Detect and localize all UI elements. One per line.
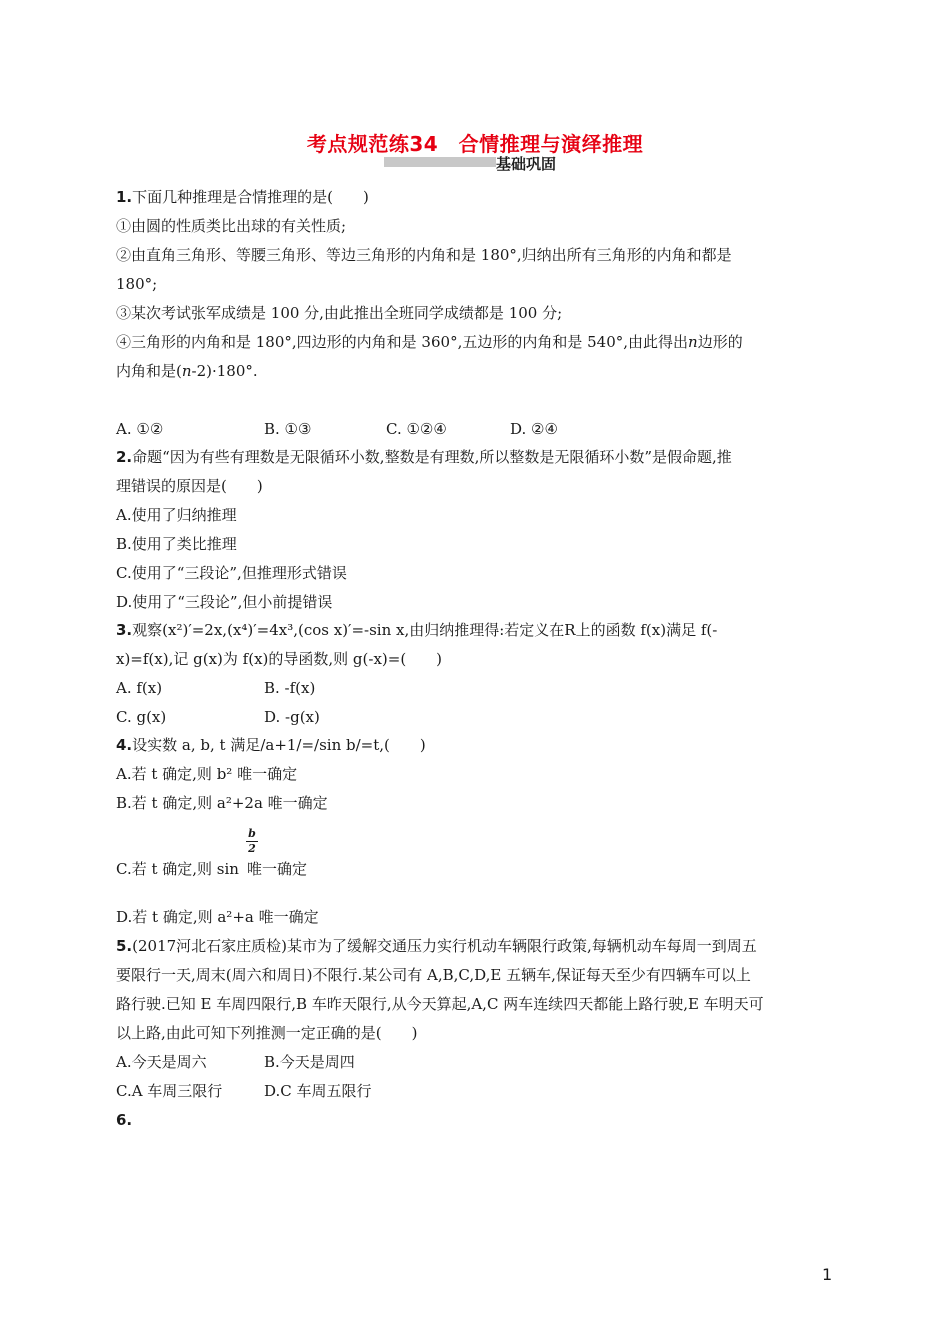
q1-s4-n: n xyxy=(688,333,698,351)
q1-statement-1: ①由圆的性质类比出球的有关性质; xyxy=(116,217,347,235)
q1-s5-post: -2)·180°. xyxy=(191,362,258,380)
q1-s5-pre: 内角和是( xyxy=(116,362,182,380)
q4-number: 4. xyxy=(116,736,133,754)
q4-stem xyxy=(116,735,426,755)
q4-c-pre: C.若 t 确定,则 sin xyxy=(116,860,239,878)
q1-s4-text: ④三角形的内角和是 180°,四边形的内角和是 360°,五边形的内角和是 540°,由此得出 xyxy=(116,333,689,351)
q5-line-4: 以上路,由此可知下列推测一定正确的是( ) xyxy=(116,1024,418,1042)
q1-option-a: A. ①② xyxy=(116,420,164,438)
q2-option-d: D.使用了“三段论”,但小前提错误 xyxy=(116,593,333,611)
q1-statement-4 xyxy=(116,332,743,352)
fraction-numerator: b xyxy=(248,827,256,840)
q4-stem-text: 设实数 a, b, t 满足/a+1/=/sin b/=t,( ) xyxy=(132,736,426,754)
q1-option-b: B. ①③ xyxy=(264,420,312,438)
q1-s5-n: n xyxy=(181,362,192,380)
q5-line-3: 路行驶.已知 E 车周四限行,B 车昨天限行,从今天算起,A,C 两车连续四天都能上路行驶,E 车明天可 xyxy=(116,995,764,1013)
q2-stem xyxy=(116,447,732,467)
q4-option-c xyxy=(116,859,307,879)
q4-c-post: 唯一确定 xyxy=(246,860,307,878)
q4-option-d: D.若 t 确定,则 a²+a 唯一确定 xyxy=(116,908,319,926)
q2-number: 2. xyxy=(116,448,133,466)
q5-line-1: (2017河北石家庄质检)某市为了缓解交通压力实行机动车辆限行政策,每辆机动车每周一到周五 xyxy=(132,937,757,955)
q5-option-c: C.A 车周三限行 xyxy=(116,1082,223,1100)
q3-option-c: C. g(x) xyxy=(116,708,167,726)
q2-stem-cont: 理错误的原因是( ) xyxy=(116,477,263,495)
q2-option-c: C.使用了“三段论”,但推理形式错误 xyxy=(116,564,347,582)
page-title: 考点规范练34 合情推理与演绎推理 xyxy=(306,132,644,156)
section-label: 基础巩固 xyxy=(496,155,557,173)
q3-line-2: x)=f(x),记 g(x)为 f(x)的导函数,则 g(-x)=( ) xyxy=(116,650,443,668)
q5-option-b: B.今天是周四 xyxy=(264,1053,355,1071)
q2-option-a: A.使用了归纳推理 xyxy=(116,506,237,524)
q1-statement-2-cont: 180°; xyxy=(116,275,158,293)
q3-line-1: 观察(x²)′=2x,(x⁴)′=4x³,(cos x)′=-sin x,由归纳推理得:若定义在R上的函数 f(x)满足 f(- xyxy=(132,621,718,639)
q3-option-d: D. -g(x) xyxy=(264,708,320,726)
q5-line-2: 要限行一天,周末(周六和周日)不限行.某公司有 A,B,C,D,E 五辆车,保证每天至少有四辆车可以上 xyxy=(116,966,751,984)
page-number: 1 xyxy=(822,1265,833,1284)
q3-stem xyxy=(116,620,717,640)
q5-number: 5. xyxy=(116,937,133,955)
q1-statement-3: ③某次考试张军成绩是 100 分,由此推出全班同学成绩都是 100 分; xyxy=(116,304,563,322)
q1-s4-tail: 边形的 xyxy=(697,333,743,351)
q1-stem-text: 下面几种推理是合情推理的是( ) xyxy=(132,188,369,206)
q2-stem-text: 命题“因为有些有理数是无限循环小数,整数是有理数,所以整数是无限循环小数”是假命题,推 xyxy=(132,448,732,466)
q5-stem xyxy=(116,936,757,956)
q5-option-d: D.C 车周五限行 xyxy=(264,1082,372,1100)
q1-option-d: D. ②④ xyxy=(510,420,558,438)
q1-stem xyxy=(116,187,369,207)
q1-statement-2: ②由直角三角形、等腰三角形、等边三角形的内角和是 180°,归纳出所有三角形的内角和都是 xyxy=(116,246,732,264)
q1-statement-4-cont xyxy=(116,361,258,381)
q5-option-a: A.今天是周六 xyxy=(116,1053,207,1071)
fraction-b-over-2 xyxy=(246,828,258,855)
q1-option-c: C. ①②④ xyxy=(386,420,447,438)
q4-option-a: A.若 t 确定,则 b² 唯一确定 xyxy=(116,765,298,783)
q2-option-b: B.使用了类比推理 xyxy=(116,535,237,553)
q3-option-a: A. f(x) xyxy=(116,679,163,697)
q1-number: 1. xyxy=(116,188,133,206)
section-bar xyxy=(384,157,496,167)
q6-number: 6. xyxy=(116,1111,133,1129)
q3-number: 3. xyxy=(116,621,133,639)
q4-option-b: B.若 t 确定,则 a²+2a 唯一确定 xyxy=(116,794,328,812)
q3-option-b: B. -f(x) xyxy=(264,679,316,697)
fraction-denominator: 2 xyxy=(248,842,256,855)
